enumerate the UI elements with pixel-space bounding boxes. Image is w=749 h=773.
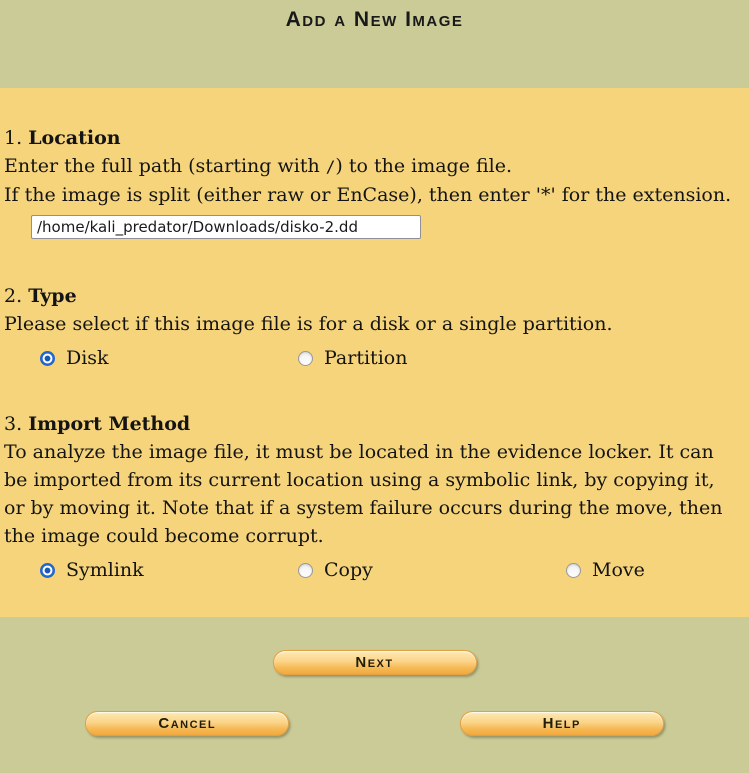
location-number: 1. [4, 127, 23, 149]
import-method-number: 3. [4, 413, 23, 435]
location-heading-label: Location [28, 127, 121, 149]
type-radio-row [4, 347, 741, 369]
section-type [4, 282, 741, 369]
radio-option-partition[interactable] [298, 347, 566, 369]
radio-move-label: Move [592, 559, 645, 581]
type-number: 2. [4, 285, 23, 307]
cancel-button[interactable]: Cancel [85, 711, 289, 736]
radio-option-symlink[interactable] [40, 559, 298, 581]
import-method-heading [4, 410, 741, 438]
radio-copy-icon[interactable] [298, 563, 313, 578]
help-button-cell [375, 711, 749, 736]
cancel-button-cell [0, 711, 375, 736]
radio-disk-selected-icon[interactable] [40, 351, 55, 366]
radio-symlink-selected-icon[interactable] [40, 563, 55, 578]
radio-partition-label: Partition [324, 347, 408, 369]
radio-copy-label: Copy [324, 559, 373, 581]
location-instruction-1-suffix: ) to the image file. [335, 155, 513, 177]
radio-symlink-label: Symlink [66, 559, 144, 581]
form-panel [0, 88, 749, 617]
location-instruction-1-prefix: Enter the full path (starting with [4, 155, 326, 177]
import-method-heading-label: Import Method [28, 413, 191, 435]
type-description: Please select if this image file is for a disk or a single partition. [4, 313, 613, 335]
radio-disk-label: Disk [66, 347, 109, 369]
radio-option-copy[interactable] [298, 559, 566, 581]
location-heading [4, 124, 741, 152]
action-buttons [0, 650, 749, 736]
next-button-row [0, 650, 749, 675]
location-instruction-1 [4, 152, 741, 181]
radio-option-disk[interactable] [40, 347, 298, 369]
radio-partition-icon[interactable] [298, 351, 313, 366]
radio-option-move[interactable] [566, 559, 741, 581]
page-title: Add a New Image [285, 8, 464, 31]
import-method-description: To analyze the image file, it must be located in the evidence locker. It can be imported from its current location using a symbolic link, by copying it, or by moving it. Note that if a system failure occurs during the move, then the image could become corrupt. [4, 441, 723, 547]
page-header [0, 0, 749, 88]
cancel-help-row [0, 711, 749, 736]
type-heading [4, 282, 741, 310]
section-location [4, 124, 741, 239]
next-button[interactable]: Next [273, 650, 477, 675]
type-heading-label: Type [28, 285, 77, 307]
help-button[interactable]: Help [460, 711, 664, 736]
import-method-radio-row [4, 559, 741, 581]
radio-move-icon[interactable] [566, 563, 581, 578]
location-instruction-2: If the image is split (either raw or EnCase), then enter '*' for the extension. [4, 184, 732, 206]
slash-glyph: / [325, 157, 336, 176]
image-path-input[interactable] [31, 215, 421, 239]
section-import-method [4, 410, 741, 581]
